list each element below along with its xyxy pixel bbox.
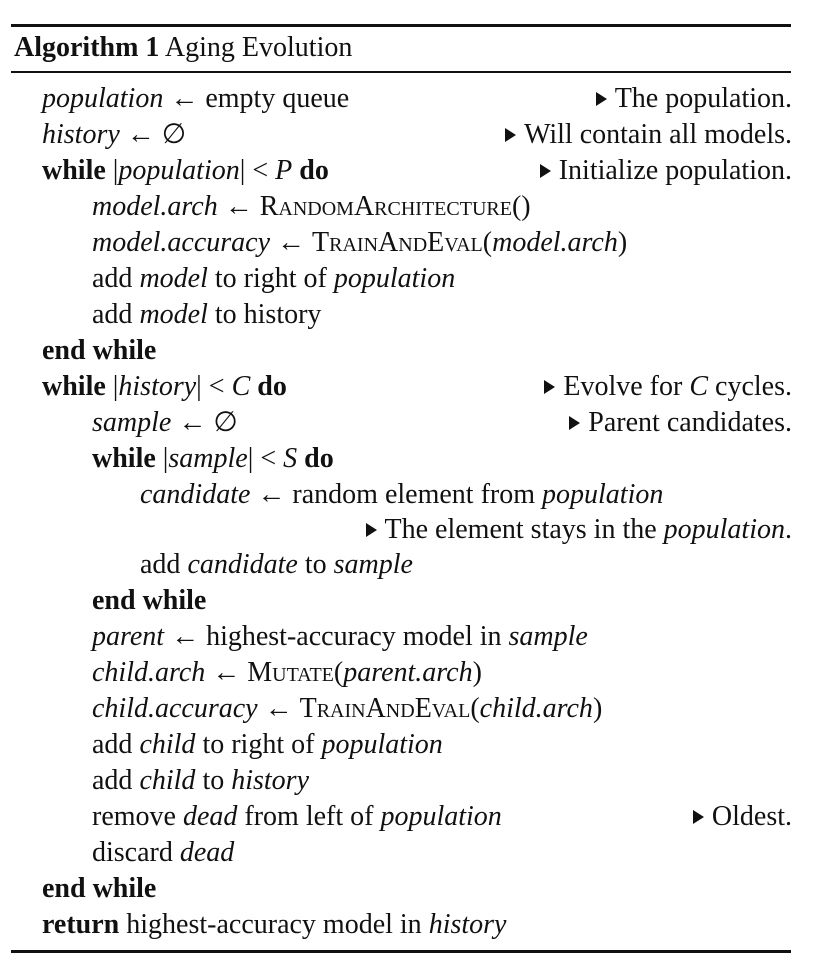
comment-triangle-icon (540, 164, 551, 178)
comment: Evolve for C cycles. (544, 368, 792, 405)
comment: Oldest. (693, 798, 792, 835)
line-6: add model to right of population (92, 263, 456, 294)
line-10: sample ← ∅ Parent candidates. (92, 404, 792, 441)
algorithm-caption (14, 28, 352, 68)
line-1: population ← empty queue The population. (42, 80, 792, 117)
line-2: history ← ∅ Will contain all models. (42, 116, 792, 153)
algorithm-title: Aging Evolution (164, 32, 353, 63)
comment-triangle-icon (366, 523, 377, 537)
line-13 (42, 511, 792, 548)
line-7: add model to history (92, 299, 322, 330)
comment-triangle-icon (569, 416, 580, 430)
line-21: remove dead from left of population Oldest. (92, 798, 792, 835)
comment: Will contain all models. (505, 116, 792, 153)
comment-triangle-icon (505, 128, 516, 142)
comment-triangle-icon (596, 92, 607, 106)
bottom-rule (11, 950, 791, 953)
line-8: end while (42, 335, 157, 366)
line-16: parent ← highest-accuracy model in sample (92, 621, 588, 652)
line-9: while |history| < C do Evolve for C cycles. (42, 368, 792, 405)
line-17: child.arch ← Mutate(parent.arch) (92, 657, 482, 688)
top-rule (11, 24, 791, 27)
comment: The element stays in the population. (366, 511, 792, 548)
comment: The population. (596, 80, 792, 117)
line-22: discard dead (92, 837, 235, 868)
comment-triangle-icon (693, 810, 704, 824)
algorithm-number: Algorithm 1 (14, 32, 160, 63)
line-3: while |population| < P do Initialize population. (42, 152, 792, 189)
line-5: model.accuracy ← TrainAndEval(model.arch) (92, 227, 628, 258)
comment: Parent candidates. (569, 404, 792, 441)
comment: Initialize population. (540, 152, 792, 189)
line-14: add candidate to sample (140, 549, 413, 580)
caption-rule (11, 71, 791, 73)
line-11: while |sample| < S do (92, 443, 334, 474)
line-4: model.arch ← RandomArchitecture() (92, 191, 531, 222)
line-23: end while (42, 873, 157, 904)
line-15: end while (92, 585, 207, 616)
line-24: return highest-accuracy model in history (42, 909, 507, 940)
line-19: add child to right of population (92, 729, 443, 760)
comment-triangle-icon (544, 380, 555, 394)
line-12: candidate ← random element from population (140, 479, 664, 510)
line-20: add child to history (92, 765, 309, 796)
line-18: child.accuracy ← TrainAndEval(child.arch) (92, 693, 603, 724)
